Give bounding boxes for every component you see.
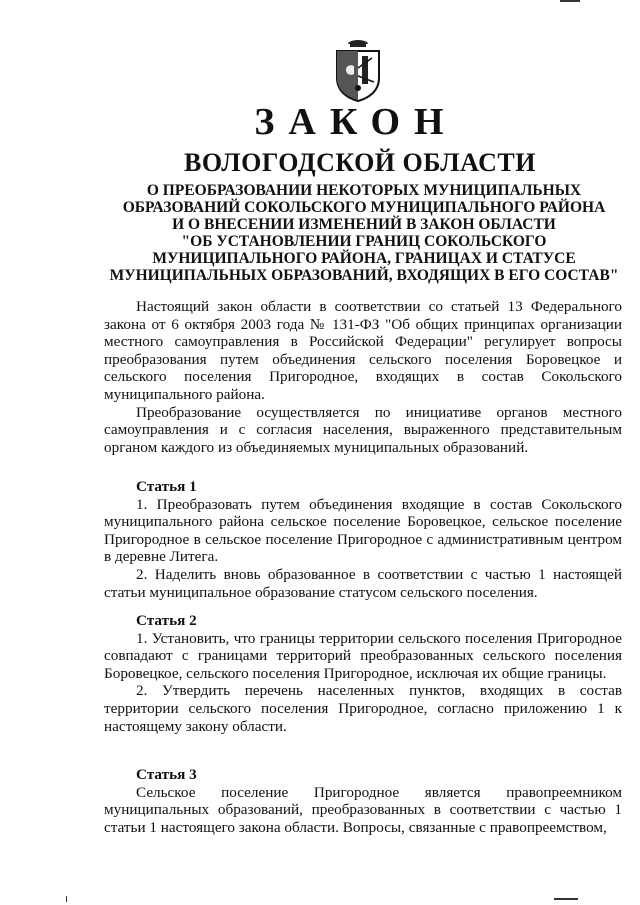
scan-mark: [66, 896, 67, 902]
subtitle-line: МУНИЦИПАЛЬНЫХ ОБРАЗОВАНИЙ, ВХОДЯЩИХ В ЕГО СОСТАВ": [109, 267, 619, 284]
article-heading: Статья 3: [136, 766, 197, 783]
article-3: [104, 766, 622, 836]
article-paragraph: 2. Утвердить перечень населенных пунктов, входящих в состав территории сельского поселения Пригородное, согласно приложению 1 к настоящему закону области.: [104, 682, 622, 735]
region-title: ВОЛОГОДСКОЙ ОБЛАСТИ: [184, 148, 536, 177]
coat-of-arms-emblem: [332, 38, 384, 102]
article-paragraph: 2. Наделить вновь образованное в соответствии с частью 1 настоящей статьи муниципальное образование статусом сельского поселения.: [104, 565, 622, 601]
article-paragraph: Сельское поселение Пригородное является правопреемником муниципальных образований, преобразованных в соответствии с частью 1 статьи 1 настоящего закона области. Вопросы, связанные с правопреемством,: [104, 783, 622, 836]
article-1: [104, 478, 622, 601]
scan-mark: [560, 0, 580, 2]
preamble-paragraph: Настоящий закон области в соответствии со статьей 13 Федерального закона от 6 октября 2003 года № 131-ФЗ "Об общих принципах организации местного самоуправления в Российской Федерации" регулирует вопросы преобразования путем объединения сельского поселения Боровецкое и сельского поселения Пригородное, входящих в состав Сокольского муниципального района.: [104, 298, 622, 403]
law-title: ЗАКОН: [254, 101, 458, 143]
subtitle-line: "ОБ УСТАНОВЛЕНИИ ГРАНИЦ СОКОЛЬСКОГО: [181, 233, 547, 250]
article-heading: Статья 2: [136, 612, 197, 629]
subtitle-line: МУНИЦИПАЛЬНОГО РАЙОНА, ГРАНИЦАХ И СТАТУСЕ: [152, 250, 576, 267]
preamble-section: [104, 298, 622, 456]
law-subtitle: [104, 182, 624, 284]
article-2: [104, 612, 622, 735]
article-paragraph: 1. Преобразовать путем объединения входящие в состав Сокольского муниципального района сельское поселение Боровецкое, сельское поселение Пригородное в сельское поселение Пригородное с административным центром в деревне Литега.: [104, 495, 622, 566]
subtitle-line: ОБРАЗОВАНИЙ СОКОЛЬСКОГО МУНИЦИПАЛЬНОГО РАЙОНА: [122, 199, 606, 216]
article-heading: Статья 1: [136, 478, 197, 495]
subtitle-line: О ПРЕОБРАЗОВАНИИ НЕКОТОРЫХ МУНИЦИПАЛЬНЫХ: [146, 182, 582, 199]
article-paragraph: 1. Установить, что границы территории сельского поселения Пригородное совпадают с границами территорий преобразованных сельского поселения Боровецкое, сельского поселения Пригородное, исключая их общие границы.: [104, 629, 622, 682]
scan-mark: [554, 898, 578, 900]
subtitle-line: И О ВНЕСЕНИИ ИЗМЕНЕНИЙ В ЗАКОН ОБЛАСТИ: [172, 216, 556, 233]
preamble-paragraph: Преобразование осуществляется по инициативе органов местного самоуправления и с согласия населения, выраженного представительным органом каждого из объединяемых муниципальных образований.: [104, 403, 622, 456]
